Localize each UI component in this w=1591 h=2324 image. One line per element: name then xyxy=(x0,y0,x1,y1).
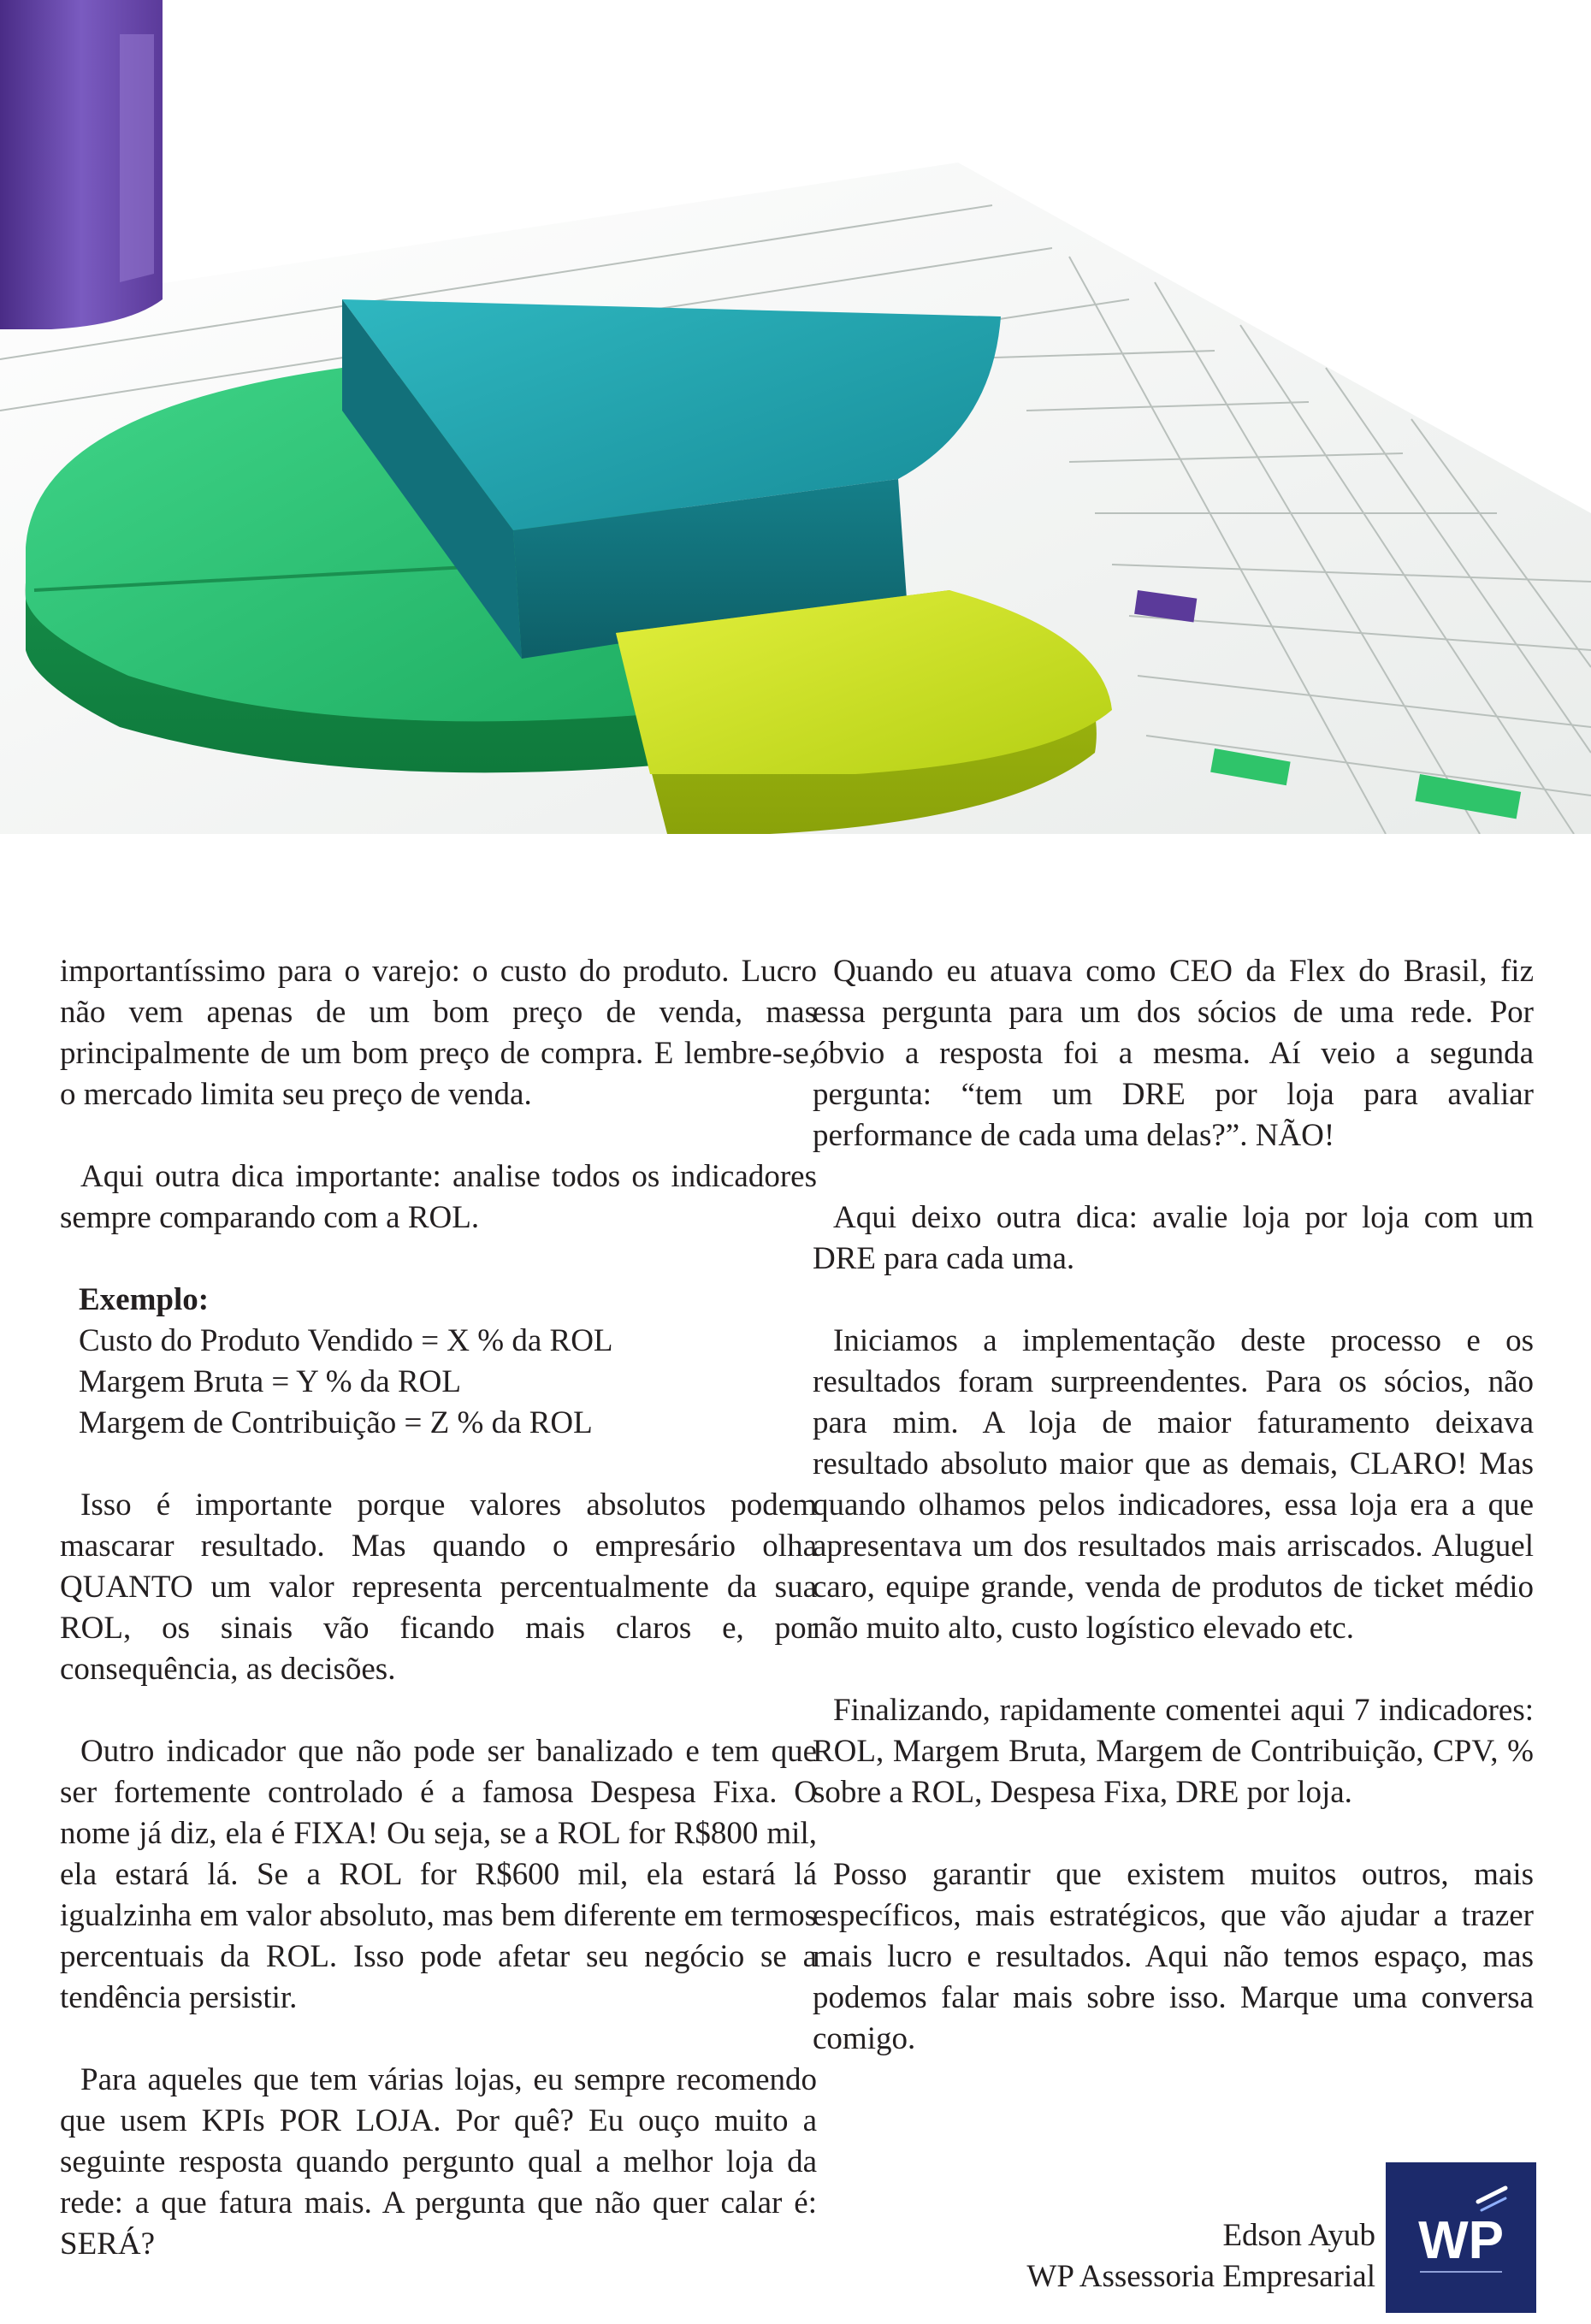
right-paragraph-2: Aqui deixo outra dica: avalie loja por loja com um DRE para cada uma. xyxy=(813,1200,1534,1276)
right-paragraph-1: Quando eu atuava como CEO da Flex do Brasil, fiz essa pergunta para um dos sócios de uma rede. Por óbvio a resposta foi a mesma. Aí veio a segunda pergunta: “tem um DRE por loja para avaliar performance de cada uma delas?”. NÃO! xyxy=(813,954,1534,1153)
left-paragraph-4: Outro indicador que não pode ser banalizado e tem que ser fortemente controlado é a famosa Despesa Fixa. O nome já diz, ela é FIXA! Ou seja, se a ROL for R$800 mil, ela estará lá. Se a ROL for R$600 mil, ela estará lá igualzinha em valor absoluto, mas bem diferente em termos percentuais da ROL. Isso pode afetar seu negócio se a tendência persistir. xyxy=(60,1734,817,2015)
left-column xyxy=(60,951,817,2265)
example-title: Exemplo: xyxy=(79,1282,210,1317)
left-paragraph-3: Isso é importante porque valores absolutos podem mascarar resultado. Mas quando o empresário olha QUANTO um valor representa percentualmente da sua ROL, os sinais vão ficando mais claros e, por consequência, as decisões. xyxy=(60,1487,817,1687)
signature xyxy=(1026,2215,1375,2297)
right-column xyxy=(813,951,1534,2060)
left-paragraph-5: Para aqueles que tem várias lojas, eu sempre recomendo que usem KPIs POR LOJA. Por quê? Eu ouço muito a seguinte resposta quando pergunto qual a melhor loja da rede: a que fatura mais. A pergunta que não quer calar é: SERÁ? xyxy=(60,2062,817,2262)
right-paragraph-4: Finalizando, rapidamente comentei aqui 7 indicadores: ROL, Margem Bruta, Margem de Contribuição, CPV, % sobre a ROL, Despesa Fixa, DRE por loja. xyxy=(813,1693,1534,1810)
author-name: Edson Ayub xyxy=(1222,2218,1375,2253)
example-line: Custo do Produto Vendido = X % da ROL xyxy=(79,1323,613,1358)
author-company: WP Assessoria Empresarial xyxy=(1026,2259,1375,2294)
wp-logo-icon xyxy=(1386,2162,1536,2313)
logo-text: WP xyxy=(1418,2211,1504,2270)
wp-logo xyxy=(1386,2162,1536,2313)
left-paragraph-1: importantíssimo para o varejo: o custo do produto. Lucro não vem apenas de um bom preço de venda, mas principalmente de um bom preço de compra. E lembre-se, o mercado limita seu preço de venda. xyxy=(60,954,817,1112)
right-paragraph-3: Iniciamos a implementação deste processo e os resultados foram surpreendentes. Para os sócios, não para mim. A loja de maior faturamento deixava resultado absoluto maior que as demais, CLARO! Mas quando olhamos pelos indicadores, essa loja era a que apresentava um dos resultados mais arriscados. Aluguel caro, equipe grande, venda de produtos de ticket médio não muito alto, custo logístico elevado etc. xyxy=(813,1323,1534,1646)
hero-image xyxy=(0,0,1591,834)
right-paragraph-5: Posso garantir que existem muitos outros, mais específicos, mais estratégicos, que vão ajudar a trazer mais lucro e resultados. Aqui não temos espaço, mas podemos falar mais sobre isso. Marque uma conversa comigo. xyxy=(813,1857,1534,2056)
example-line: Margem de Contribuição = Z % da ROL xyxy=(79,1405,593,1440)
pie-chart-3d-icon xyxy=(0,0,1591,834)
left-paragraph-2: Aqui outra dica importante: analise todos os indicadores sempre comparando com a ROL. xyxy=(60,1159,817,1235)
example-line: Margem Bruta = Y % da ROL xyxy=(79,1364,461,1399)
example-block xyxy=(60,1280,817,1444)
